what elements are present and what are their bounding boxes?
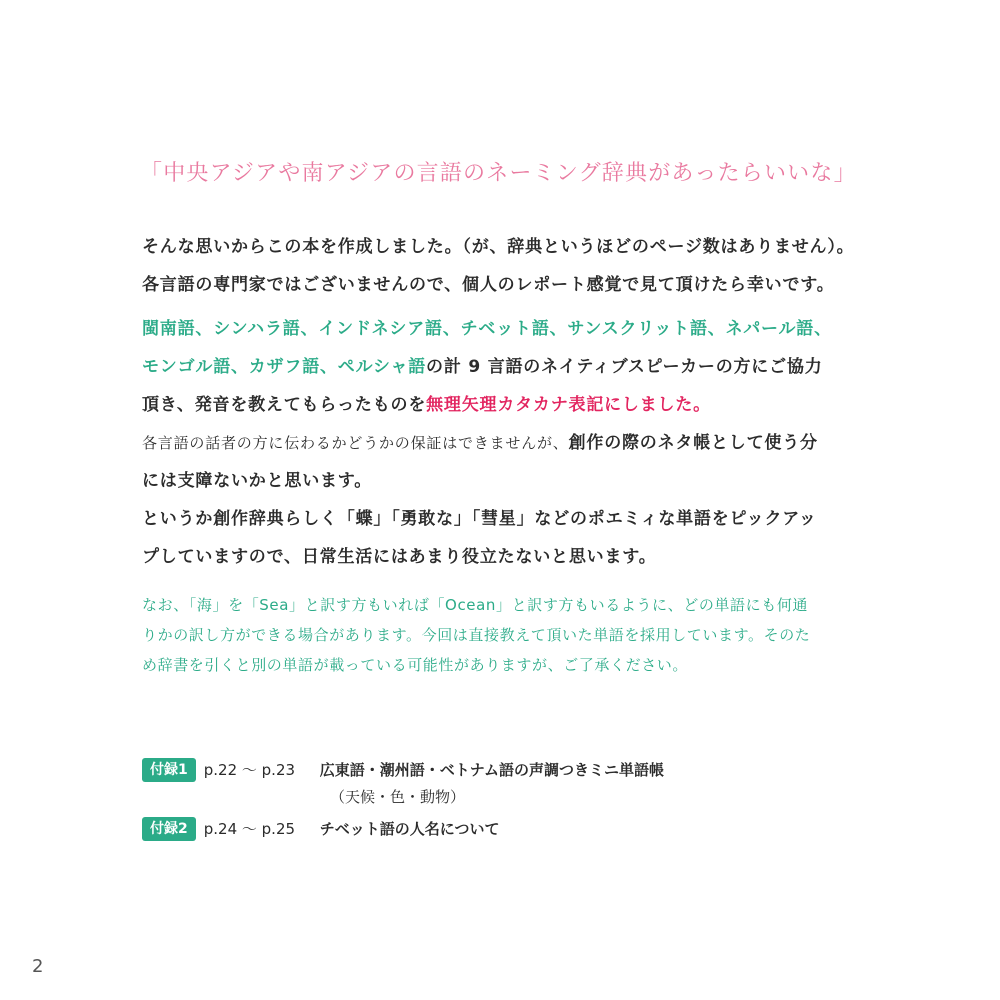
appendix-badge: 付録1 [142,758,196,782]
languages-line: には支障ないかと思います。 [142,471,373,491]
appendix-badge: 付録2 [142,817,196,841]
languages-line [142,386,882,424]
languages-line-text: 頂き、発音を教えてもらったものを [142,395,427,415]
appendix-subtitle: （天候・色・動物） [330,788,466,806]
languages-line [142,348,882,386]
note-line: なお、「海」を「Sea」と訳す方もいれば「Ocean」と訳す方もいるように、どの単語にも何通 [142,596,809,614]
translation-note [142,590,882,680]
languages-line: プしていますので、日常生活にはあまり役立たないと思います。 [142,547,657,567]
intro-line: そんな思いからこの本を作成しました。（が、辞典というほどのページ数はありません）。 [142,237,855,257]
appendix-title: チベット語の人名について [319,819,500,838]
appendix-pages: p.24 〜 p.25 [203,819,296,838]
appendix-item [142,756,664,782]
appendix-item [142,815,499,841]
disclaimer-text: 各言語の話者の方に伝わるかどうかの保証はできませんが、 [142,434,569,452]
languages-line: というか創作辞典らしく「蝶」「勇敢な」「彗星」などのポエミィな単語をピックアッ [142,509,817,529]
languages-line [142,424,882,462]
note-line: りかの訳し方ができる場合があります。今回は直接教えて頂いた単語を採用しています。そのた [142,626,811,644]
languages-line-text: 創作の際のネタ帳として使う分 [568,433,818,453]
appendix-title: 広東語・潮州語・ベトナム語の声調つきミニ単語帳 [319,760,665,779]
languages-line-text: の計 9 言語のネイティブスピーカーの方にご協力 [426,357,823,377]
appendix-pages: p.22 〜 p.23 [203,760,296,779]
katakana-emphasis: 無理矢理カタカナ表記にしました。 [426,395,711,415]
languages-paragraph [142,310,882,576]
note-line: め辞書を引くと別の単語が載っている可能性がありますが、ご了承ください。 [142,656,689,674]
intro-paragraph [142,228,882,304]
language-list-line: 閩南語、シンハラ語、インドネシア語、チベット語、サンスクリット語、ネパール語、 [142,319,832,339]
intro-line: 各言語の専門家ではございませんので、個人のレポート感覚で見て頂けたら幸いです。 [142,275,835,295]
language-list-continued: モンゴル語、カザフ語、ペルシャ語 [142,357,427,377]
page-heading: 「中央アジアや南アジアの言語のネーミング辞典があったらいいな」 [140,161,857,186]
page-number: 2 [32,956,44,977]
